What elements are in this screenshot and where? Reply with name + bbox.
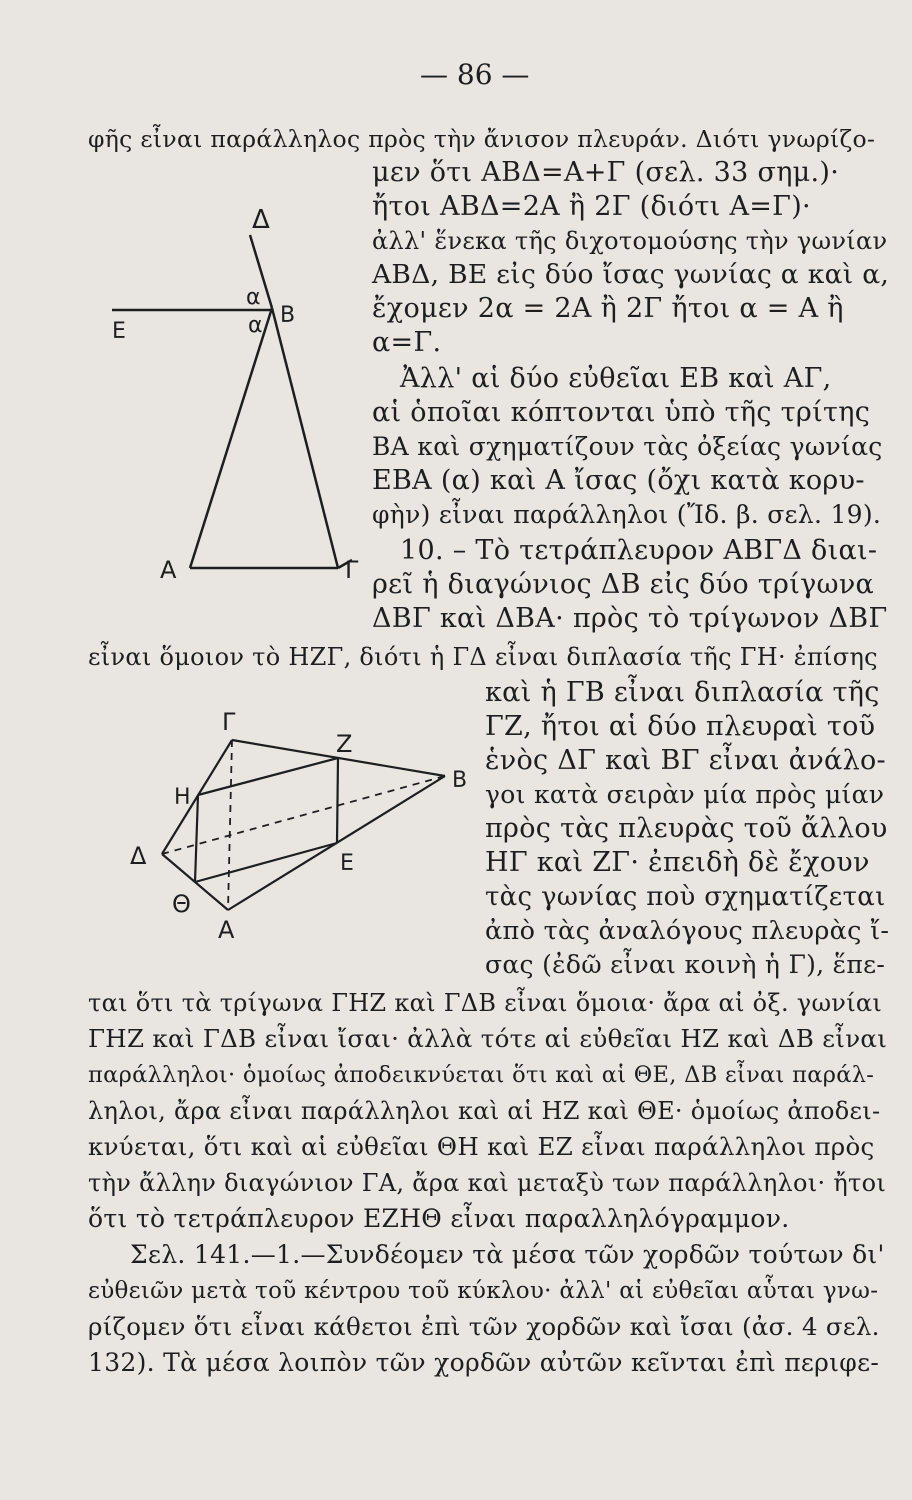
segment-bg	[272, 308, 338, 568]
segment-ze	[337, 758, 338, 843]
text-line: ρίζομεν ὅτι εἶναι κάθετοι ἐπὶ τῶν χορδῶν καὶ ἴσαι (ἀσ. 4 σελ.	[88, 1312, 880, 1341]
text-line: ΑΒΔ, ΒΕ εἰς δύο ἴσας γωνίας α καὶ α,	[372, 259, 890, 290]
text-line: α=Γ.	[372, 327, 442, 358]
text-line: ΔΒΓ καὶ ΔΒΑ· πρὸς τὸ τρίγωνον ΔΒΓ	[372, 603, 888, 634]
label-alpha: Α	[218, 916, 235, 944]
text-line: ΓΗΖ καὶ ΓΔΒ εἶναι ἴσαι· ἀλλὰ τότε αἱ εὐθεῖαι ΗΖ καὶ ΔΒ εἶναι	[88, 1024, 888, 1053]
text-line: ΓΖ, ἤτοι αἱ δύο πλευραὶ τοῦ	[485, 711, 876, 742]
text-line: ἀλλ' ἕνεκα τῆς διχοτομούσης τὴν γωνίαν	[372, 227, 888, 255]
text-line: γοι κατὰ σειρὰν μία πρὸς μίαν	[485, 780, 885, 809]
text-line: ΗΓ καὶ ΖΓ· ἐπειδὴ δὲ ἔχουν	[485, 847, 870, 878]
label-gamma: Γ	[222, 708, 236, 736]
page-number: — 86 —	[420, 58, 530, 91]
label-zeta: Ζ	[336, 730, 353, 758]
text-line: ΕΒΑ (α) καὶ Α ἴσας (ὄχι κατὰ κορυ-	[372, 465, 865, 496]
label-alpha-vertex: Α	[160, 556, 177, 584]
text-line: ται ὅτι τὰ τρίγωνα ΓΗΖ καὶ ΓΔΒ εἶναι ὅμοια· ἄρα αἱ ὀξ. γωνίαι	[88, 989, 883, 1017]
label-gamma: Γ	[345, 556, 359, 584]
text-line: Σελ. 141.—1.—Συνδέομεν τὰ μέσα τῶν χορδῶν τούτων δι'	[130, 1240, 885, 1269]
text-line: ρεῖ ἡ διαγώνιος ΔΒ εἰς δύο τρίγωνα	[372, 569, 875, 600]
label-theta: Θ	[172, 890, 191, 918]
text-line: τὰς γωνίας ποὺ σχηματίζεται	[485, 882, 886, 912]
text-line: ἀπὸ τὰς ἀναλόγους πλευρὰς ἴ-	[485, 916, 890, 946]
text-line: κνύεται, ὅτι καὶ αἱ εὐθεῖαι ΘΗ καὶ ΕΖ εἶναι παράλληλοι πρὸς	[88, 1132, 875, 1161]
text-line: 10. – Τὸ τετράπλευρον ΑΒΓΔ διαι-	[400, 535, 878, 566]
text-line: ἔχομεν 2α = 2Α ἢ 2Γ ἤτοι α = Α ἢ	[372, 293, 844, 324]
label-epsilon: Ε	[340, 851, 354, 876]
label-alpha-bottom: α	[248, 313, 263, 338]
text-line: ἑνὸς ΔΓ καὶ ΒΓ εἶναι ἀνάλο-	[485, 745, 886, 776]
text-line: ληλοι, ἄρα εἶναι παράλληλοι καὶ αἱ ΗΖ καὶ ΘΕ· ὁμοίως ἀποδει-	[88, 1097, 881, 1125]
text-line: τὴν ἄλλην διαγώνιον ΓΑ, ἄρα καὶ μεταξὺ των παράλληλοι· ἤτοι	[88, 1169, 887, 1197]
segment-ba	[190, 308, 272, 568]
text-line: εὐθειῶν μετὰ τοῦ κέντρου τοῦ κύκλου· ἀλλ' αἱ εὐθεῖαι αὗται γνω-	[88, 1278, 879, 1304]
diagonal-ga	[228, 740, 232, 910]
text-line: πρὸς τὰς πλευρὰς τοῦ ἄλλου	[485, 813, 888, 844]
segment-hz	[198, 758, 338, 795]
figure-triangle-bisector	[100, 185, 380, 585]
text-line: φὴν) εἶναι παράλληλοι (Ἴδ. β. σελ. 19).	[372, 500, 882, 529]
label-alpha-top: α	[246, 285, 261, 310]
text-line: μεν ὅτι ΑΒΔ=Α+Γ (σελ. 33 σημ.)·	[372, 157, 840, 188]
diagonal-db	[162, 776, 445, 854]
text-line: εἶναι ὅμοιον τὸ ΗΖΓ, διότι ἡ ΓΔ εἶναι διπλασία τῆς ΓΗ· ἐπίσης	[88, 643, 878, 671]
label-beta: Β	[280, 303, 296, 328]
label-delta: Δ	[130, 842, 147, 870]
segment-thh	[195, 795, 198, 882]
text-line: ὅτι τὸ τετράπλευρον ΕΖΗΘ εἶναι παραλληλόγραμμον.	[88, 1204, 790, 1233]
text-line: αἱ ὁποῖαι κόπτονται ὑπὸ τῆς τρίτης	[372, 397, 871, 428]
figure-quadrilateral	[125, 705, 475, 945]
text-line: 132). Τὰ μέσα λοιπὸν τῶν χορδῶν αὐτῶν κεῖνται ἐπὶ περιφε-	[88, 1348, 880, 1377]
label-beta: Β	[452, 768, 468, 793]
label-delta: Δ	[252, 205, 270, 235]
text-line: ΒΑ καὶ σχηματίζουν τὰς ὀξείας γωνίας	[372, 432, 883, 461]
text-line: παράλληλοι· ὁμοίως ἀποδεικνύεται ὅτι καὶ αἱ ΘΕ, ΔΒ εἶναι παράλ-	[88, 1062, 875, 1088]
text-line: σας (ἐδῶ εἶναι κοινὴ ἡ Γ), ἕπε-	[485, 950, 886, 979]
text-line: φῆς εἶναι παράλληλος πρὸς τὴν ἄνισον πλευράν. Διότι γνωρίζο-	[88, 125, 876, 153]
label-eta: Η	[174, 785, 191, 810]
text-line: καὶ ἡ ΓΒ εἶναι διπλασία τῆς	[485, 677, 880, 708]
text-line: ἤτοι ΑΒΔ=2Α ἢ 2Γ (διότι Α=Γ)·	[372, 191, 811, 222]
text-line: Ἀλλ' αἱ δύο εὐθεῖαι ΕΒ καὶ ΑΓ,	[400, 363, 832, 394]
label-epsilon: Ε	[112, 319, 126, 344]
segment-eth	[195, 843, 337, 882]
